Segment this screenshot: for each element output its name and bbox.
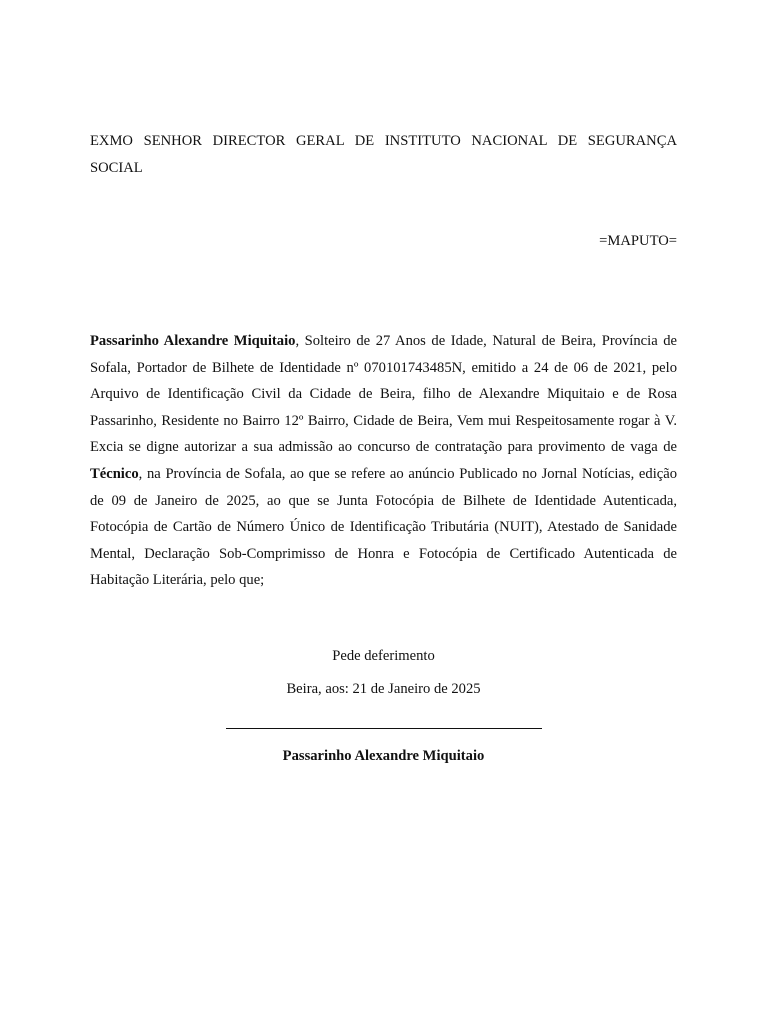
addressee-line-1: EXMO SENHOR DIRECTOR GERAL DE INSTITUTO NACIONAL DE SEGURANÇA [90,133,677,149]
date-line: Beira, aos: 21 de Janeiro de 2025 [286,681,481,697]
applicant-name: Passarinho Alexandre Miquitaio [90,333,296,349]
letter-page [90,0,677,1024]
signature-line [226,728,542,729]
destination-city: =MAPUTO= [599,233,677,249]
addressee-block [90,128,677,182]
position-title: Técnico [90,465,139,482]
request-text-part-1: , Solteiro de 27 Anos de Idade, Natural de Beira, Província de Sofala, Portador de Bilhete de Identidade nº 070101743485N, emitido a 24 de 06 de 2021, pelo Arquivo de Identificação Civil da Cidade de Beira, filho de Alexandre Miquitaio e de Rosa Passarinho, Residente no Bairro 12º Bairro, Cidade de Beira, Vem mui Respeitosamente rogar à V. Excia se digne autorizar a sua admissão ao concurso de contratação para provimento de vaga de [90,333,677,456]
closing-phrase: Pede deferimento [332,648,435,664]
addressee-line-2: SOCIAL [90,160,143,176]
request-paragraph [90,328,677,594]
request-text-part-2: , na Província de Sofala, ao que se refere ao anúncio Publicado no Jornal Notícias, edição de 09 de Janeiro de 2025, ao que se Junta Fotocópia de Bilhete de Identidade Autenticada, Fotocópia de Cartão de Número Único de Identificação Tributária (NUIT), Atestado de Sanidade Mental, Declaração Sob-Comprimisso de Honra e Fotocópia de Certificado Autenticada de Habitação Literária, pelo que; [90,465,677,589]
signature-name: Passarinho Alexandre Miquitaio [282,748,485,764]
